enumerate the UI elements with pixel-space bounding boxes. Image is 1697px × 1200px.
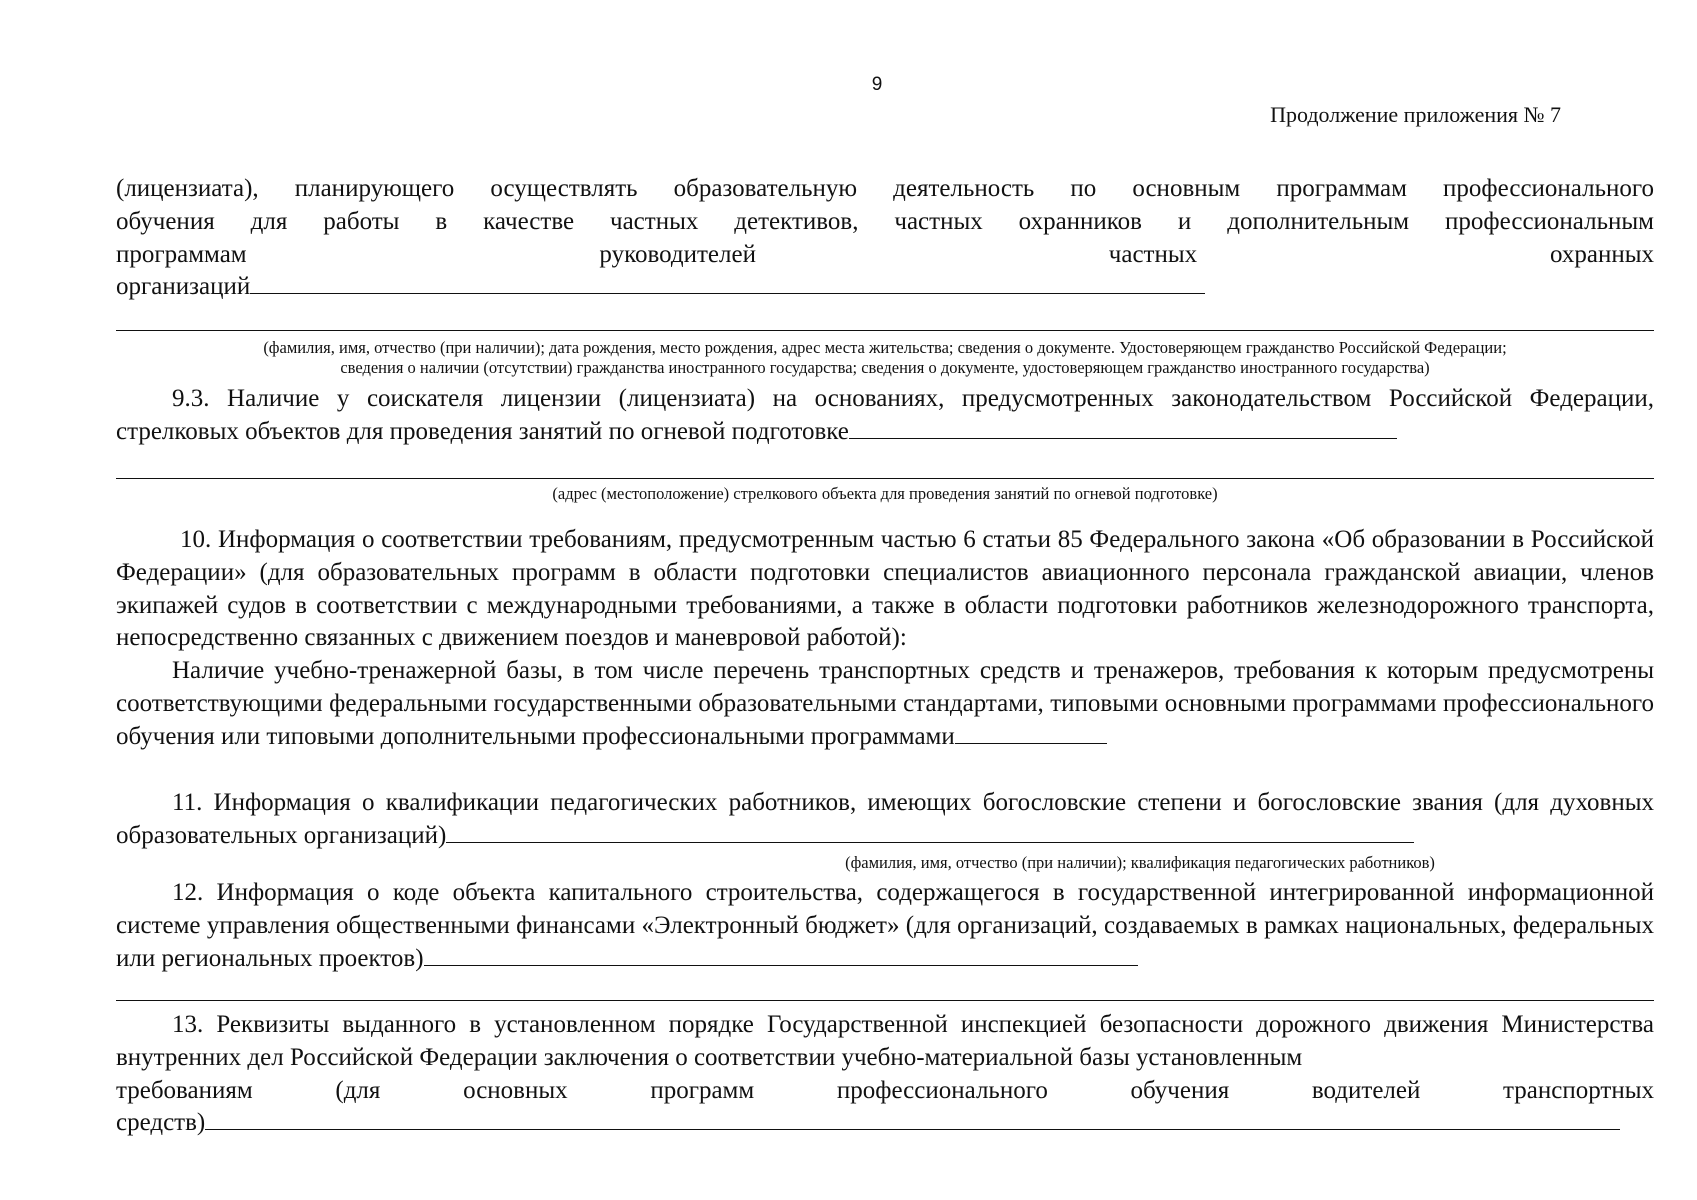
section-11-text [116, 787, 1654, 853]
section-9-3-text [116, 383, 1654, 449]
gibdd-conclusion-fill-line[interactable] [205, 1107, 1620, 1130]
section-11 [116, 787, 1654, 853]
page-number: 9 [871, 74, 883, 95]
intro-caption [116, 338, 1654, 378]
intro-section [116, 173, 1654, 304]
section-13-text: 13. Реквизиты выданного в установленном порядке Государственной инспекцией безопасности дорожного движения Министерства внутренних дел Российской Федерации заключения о соответствии учебно-материальной базы установленным [116, 1011, 1654, 1071]
section-12 [116, 877, 1654, 975]
section-9-3-body: 9.3. Наличие у соискателя лицензии (лицензиата) на основаниях, предусмотренных законодательством Российской Федерации, стрелковых объектов для проведения занятий по огневой подготовке [116, 385, 1654, 445]
intro-caption-line-1: (фамилия, имя, отчество (при наличии); дата рождения, место рождения, адрес места жительства; сведения о документе. Удостоверяющем гражданство Российской Федерации; [263, 338, 1507, 357]
section-9-3 [116, 383, 1654, 449]
section-11-body: 11. Информация о квалификации педагогических работников, имеющих богословские степени и богословские звания (для духовных образовательных организаций) [116, 789, 1654, 849]
section-13-line-3: требованиям (для основных программ профессионального обучения водителей транспортных [116, 1076, 1654, 1104]
intro-caption-line-2: сведения о наличии (отсутствии) гражданства иностранного государства; сведения о документе, удостоверяющем гражданство иностранного государства) [340, 358, 1430, 377]
shooting-range-fill-line[interactable] [849, 416, 1397, 439]
intro-rule[interactable] [116, 330, 1654, 331]
training-base-fill-line[interactable] [955, 721, 1107, 744]
section-9-3-caption: (адрес (местоположение) стрелкового объекта для проведения занятий по огневой подготовке) [552, 484, 1218, 503]
intro-line-3: программам руководителей частных охранных [116, 240, 1654, 268]
section-12-body: 12. Информация о коде объекта капитального строительства, содержащегося в государственной интегрированной информационной системе управления общественными финансами «Электронный бюджет» (для организаций, создаваемых в рамках национальных, федеральных или региональных проектов) [116, 879, 1654, 972]
section-11-caption: (фамилия, имя, отчество (при наличии); квалификация педагогических работников) [845, 853, 1435, 872]
intro-organizations-label: организаций [116, 273, 251, 301]
intro-line-1: (лицензиата), планирующего осуществлять образовательную деятельность по основным программам профессионального [116, 175, 1654, 202]
section-13-tail: средств) [116, 1109, 206, 1137]
section-10-sub [116, 655, 1654, 753]
section-9-3-caption-wrap [116, 484, 1654, 504]
organizations-fill-line[interactable] [250, 271, 1205, 294]
construction-code-fill-line[interactable] [424, 943, 1138, 966]
section-10-sub-body: Наличие учебно-тренажерной базы, в том числе перечень транспортных средств и тренажеров, требования к которым предусмотрены соответствующими федеральными государственными образовательными стандартами, типовыми основными программами профессионального обучения или типовыми дополнительными профессиональными программами [116, 657, 1654, 750]
section-10 [116, 524, 1654, 754]
section-13-line-4 [116, 1107, 1654, 1140]
section-13 [116, 1009, 1654, 1140]
section-10-text: 10. Информация о соответствии требованиям, предусмотренным частью 6 статьи 85 Федерального закона «Об образовании в Российской Федерации» (для образовательных программ в области подготовки специалистов авиационного персонала гражданской авиации, членов экипажей судов в соответствии с международными требованиями, а также в области подготовки работников железнодорожного транспорта, непосредственно связанных с движением поездов и маневровой работой): [116, 526, 1654, 652]
teachers-fill-line[interactable] [446, 820, 1414, 843]
section-9-3-rule[interactable] [116, 478, 1654, 479]
section-12-text [116, 877, 1654, 975]
section-11-caption-wrap [770, 853, 1510, 873]
intro-line-2: обучения для работы в качестве частных детективов, частных охранников и дополнительным профессиональным [116, 207, 1654, 235]
intro-line-4 [116, 271, 1654, 304]
section-12-rule[interactable] [116, 1000, 1654, 1001]
appendix-header: Продолжение приложения № 7 [1270, 102, 1561, 127]
